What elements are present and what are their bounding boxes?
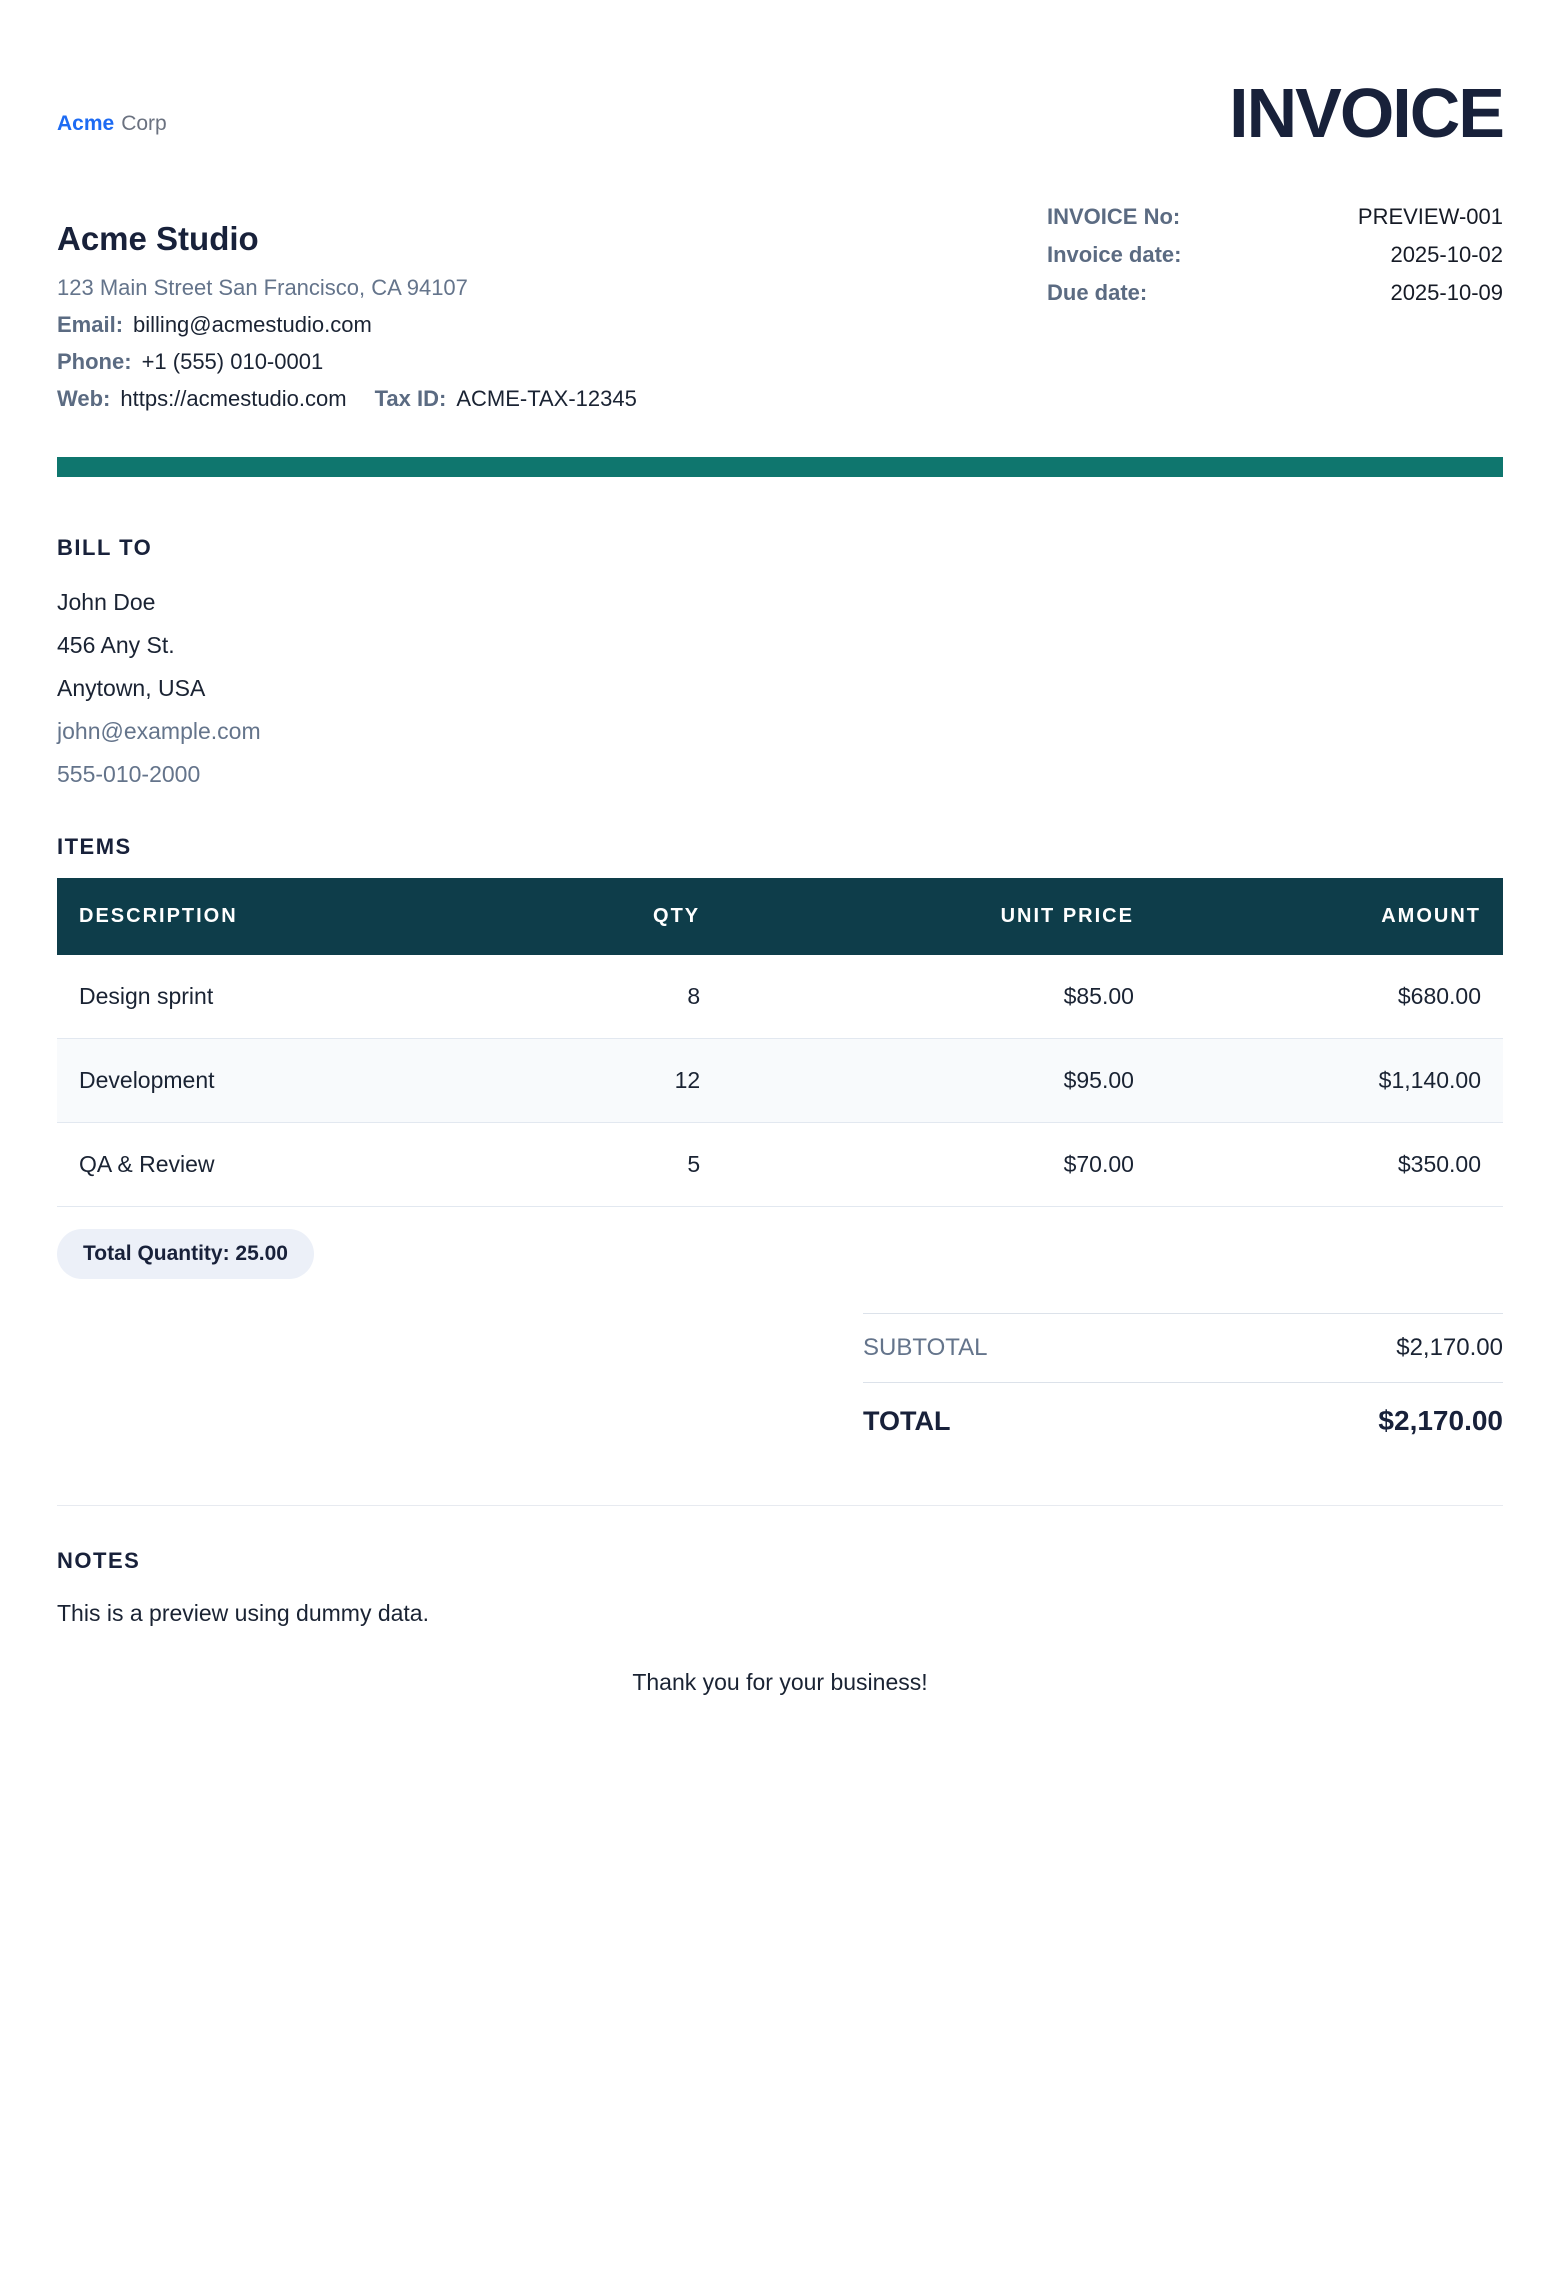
table-row [57, 1123, 1503, 1207]
qty-cell: 5 [491, 1123, 722, 1207]
company-email-line [57, 312, 637, 338]
phone-label: Phone: [57, 349, 132, 374]
unit-price-cell: $95.00 [722, 1039, 1156, 1123]
items-section [57, 834, 1503, 1279]
logo-suffix-text: Corp [121, 112, 167, 135]
amount-cell: $680.00 [1156, 955, 1503, 1039]
total-label: TOTAL [863, 1405, 951, 1436]
total-value: $2,170.00 [1378, 1405, 1503, 1436]
accent-divider-bar [57, 457, 1503, 477]
notes-text: This is a preview using dummy data. [57, 1600, 429, 1626]
logo-brand-text: Acme [57, 112, 115, 135]
meta-row-due-date [1047, 274, 1503, 312]
notes-heading: NOTES [57, 1548, 141, 1573]
description-cell: Design sprint [57, 955, 491, 1039]
invoice-document [0, 74, 1560, 1696]
due-date-value: 2025-10-09 [1390, 280, 1503, 305]
header-info [57, 198, 1503, 412]
header [57, 74, 1503, 152]
invoice-title: INVOICE [1229, 74, 1503, 152]
table-row [57, 955, 1503, 1039]
description-cell: Development [57, 1039, 491, 1123]
company-web-line [57, 386, 637, 412]
total-row [863, 1382, 1503, 1459]
tax-id-value: ACME-TAX-12345 [456, 386, 637, 411]
description-cell: QA & Review [57, 1123, 491, 1207]
meta-row-invoice-date [1047, 236, 1503, 274]
unit-price-cell: $85.00 [722, 955, 1156, 1039]
total-quantity-badge: Total Quantity: 25.00 [57, 1229, 314, 1279]
table-row [57, 1039, 1503, 1123]
phone-value: +1 (555) 010-0001 [141, 349, 324, 374]
amount-cell: $1,140.00 [1156, 1039, 1503, 1123]
company-logo [57, 78, 167, 136]
tax-id-label: Tax ID: [374, 386, 447, 411]
subtotal-label: SUBTOTAL [863, 1334, 988, 1361]
company-name: Acme Studio [57, 220, 259, 257]
totals-section [863, 1313, 1503, 1459]
company-address: 123 Main Street San Francisco, CA 94107 [57, 275, 468, 300]
qty-cell: 12 [491, 1039, 722, 1123]
bill-to-phone: 555-010-2000 [57, 761, 201, 787]
unit-price-cell: $70.00 [722, 1123, 1156, 1207]
bill-to-section [57, 535, 1503, 796]
invoice-date-label: Invoice date: [1047, 242, 1182, 267]
web-value: https://acmestudio.com [120, 386, 347, 411]
column-header-unit-price: UNIT PRICE [722, 878, 1156, 955]
company-block [57, 198, 637, 412]
bill-to-name: John Doe [57, 589, 156, 615]
bill-to-email: john@example.com [57, 718, 261, 744]
web-label: Web: [57, 386, 111, 411]
table-header [57, 878, 1503, 955]
qty-cell: 8 [491, 955, 722, 1039]
amount-cell: $350.00 [1156, 1123, 1503, 1207]
tax-id-group [375, 386, 637, 411]
column-header-qty: QTY [491, 878, 722, 955]
column-header-amount: AMOUNT [1156, 878, 1503, 955]
invoice-date-value: 2025-10-02 [1390, 242, 1503, 267]
meta-row-invoice-no [1047, 198, 1503, 236]
bill-to-details [57, 581, 1503, 796]
column-header-description: DESCRIPTION [57, 878, 491, 955]
subtotal-row [863, 1313, 1503, 1382]
subtotal-value: $2,170.00 [1396, 1334, 1503, 1361]
email-label: Email: [57, 312, 124, 337]
invoice-no-label: INVOICE No: [1047, 204, 1181, 229]
due-date-label: Due date: [1047, 280, 1148, 305]
items-heading: ITEMS [57, 834, 132, 859]
invoice-no-value: PREVIEW-001 [1357, 204, 1503, 229]
bill-to-address1: 456 Any St. [57, 632, 175, 658]
footer-divider [57, 1505, 1503, 1506]
notes-section [57, 1548, 1503, 1627]
company-phone-line [57, 349, 637, 375]
bill-to-heading: BILL TO [57, 535, 153, 560]
bill-to-address2: Anytown, USA [57, 675, 206, 701]
thank-you-message: Thank you for your business! [632, 1669, 928, 1695]
invoice-table [57, 878, 1503, 1207]
email-value: billing@acmestudio.com [133, 312, 372, 337]
invoice-meta [1047, 198, 1503, 412]
